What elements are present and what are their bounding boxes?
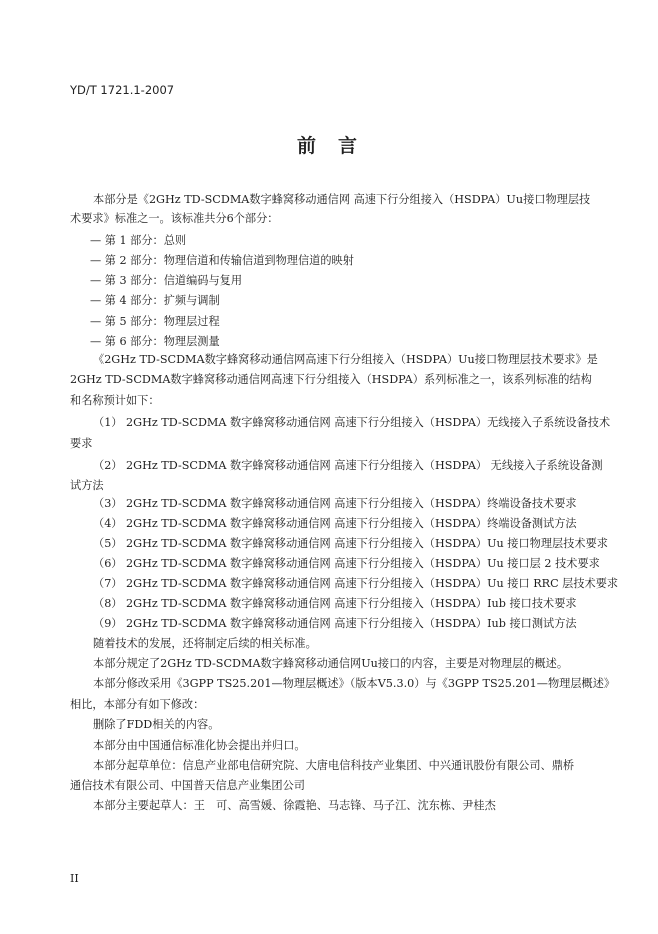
series-list-item: （8） 2GHz TD-SCDMA 数字蜂窝移动通信网 高速下行分组接入（HSDPA）Iub 接口技术要求: [93, 597, 577, 610]
standard-code: YD/T 1721.1-2007: [70, 83, 175, 97]
intro-line-2: 术要求》标准之一。该标准共分6个部分：: [70, 212, 279, 225]
part-item: — 第 3 部分：信道编码与复用: [90, 274, 243, 287]
series-list-item: （5） 2GHz TD-SCDMA 数字蜂窝移动通信网 高速下行分组接入（HSDPA）Uu 接口物理层技术要求: [93, 537, 608, 550]
part-item: — 第 1 部分：总则: [90, 234, 187, 247]
modify-line-1: 本部分修改采用《3GPP TS25.201—物理层概述》（版本V5.3.0）与《3GPP TS25.201—物理层概述》: [93, 677, 616, 690]
part-item: — 第 2 部分：物理信道和传输信道到物理信道的映射: [90, 254, 354, 267]
series-line-1: 《2GHz TD-SCDMA数字蜂窝移动通信网高速下行分组接入（HSDPA）Uu接口物理层技术要求》是: [93, 353, 598, 366]
part-item: — 第 5 部分：物理层过程: [90, 315, 220, 328]
series-list-item: （6） 2GHz TD-SCDMA 数字蜂窝移动通信网 高速下行分组接入（HSDPA）Uu 接口层 2 技术要求: [93, 557, 600, 570]
intro-line-1: 本部分是《2GHz TD-SCDMA数字蜂窝移动通信网 高速下行分组接入（HSDPA）Uu接口物理层技: [93, 193, 591, 206]
series-list-item: （9） 2GHz TD-SCDMA 数字蜂窝移动通信网 高速下行分组接入（HSDPA）Iub 接口测试方法: [93, 617, 577, 630]
future-note: 随着技术的发展，还将制定后续的相关标准。: [93, 637, 317, 650]
modify-item: 删除了FDD相关的内容。: [93, 718, 220, 731]
drafting-units-line-2: 通信技术有限公司、中国普天信息产业集团公司: [70, 779, 305, 792]
scope-note: 本部分规定了2GHz TD-SCDMA数字蜂窝移动通信网Uu接口的内容，主要是对物理层的概述。: [93, 657, 569, 670]
proposer-note: 本部分由中国通信标准化协会提出并归口。: [93, 739, 306, 752]
drafting-units-line-1: 本部分起草单位：信息产业部电信研究院、大唐电信科技产业集团、中兴通讯股份有限公司、鼎桥: [93, 759, 575, 772]
page-number: II: [70, 872, 79, 885]
series-list-item: （7） 2GHz TD-SCDMA 数字蜂窝移动通信网 高速下行分组接入（HSDPA）Uu 接口 RRC 层技术要求: [93, 577, 619, 590]
series-list-item: （3） 2GHz TD-SCDMA 数字蜂窝移动通信网 高速下行分组接入（HSDPA）终端设备技术要求: [93, 497, 577, 510]
series-list-item: （4） 2GHz TD-SCDMA 数字蜂窝移动通信网 高速下行分组接入（HSDPA）终端设备测试方法: [93, 517, 577, 530]
series-line-3: 和名称预计如下：: [70, 394, 160, 407]
drafters-note: 本部分主要起草人：王 可、高雪媛、徐霞艳、马志锋、马子江、沈东栋、尹桂杰: [93, 799, 496, 812]
series-list-item: （1） 2GHz TD-SCDMA 数字蜂窝移动通信网 高速下行分组接入（HSDPA）无线接入子系统设备技术: [93, 416, 611, 429]
page-title: 前言: [296, 135, 379, 157]
part-item: — 第 6 部分：物理层测量: [90, 335, 220, 348]
series-list-item: 要求: [70, 437, 93, 450]
series-list-item: 试方法: [70, 479, 104, 492]
series-list-item: （2） 2GHz TD-SCDMA 数字蜂窝移动通信网 高速下行分组接入（HSDPA） 无线接入子系统设备测: [93, 459, 603, 472]
part-item: — 第 4 部分：扩频与调制: [90, 294, 220, 307]
modify-line-2: 相比，本部分有如下修改：: [70, 698, 205, 711]
series-line-2: 2GHz TD-SCDMA数字蜂窝移动通信网高速下行分组接入（HSDPA）系列标准之一，该系列标准的结构: [70, 373, 592, 386]
